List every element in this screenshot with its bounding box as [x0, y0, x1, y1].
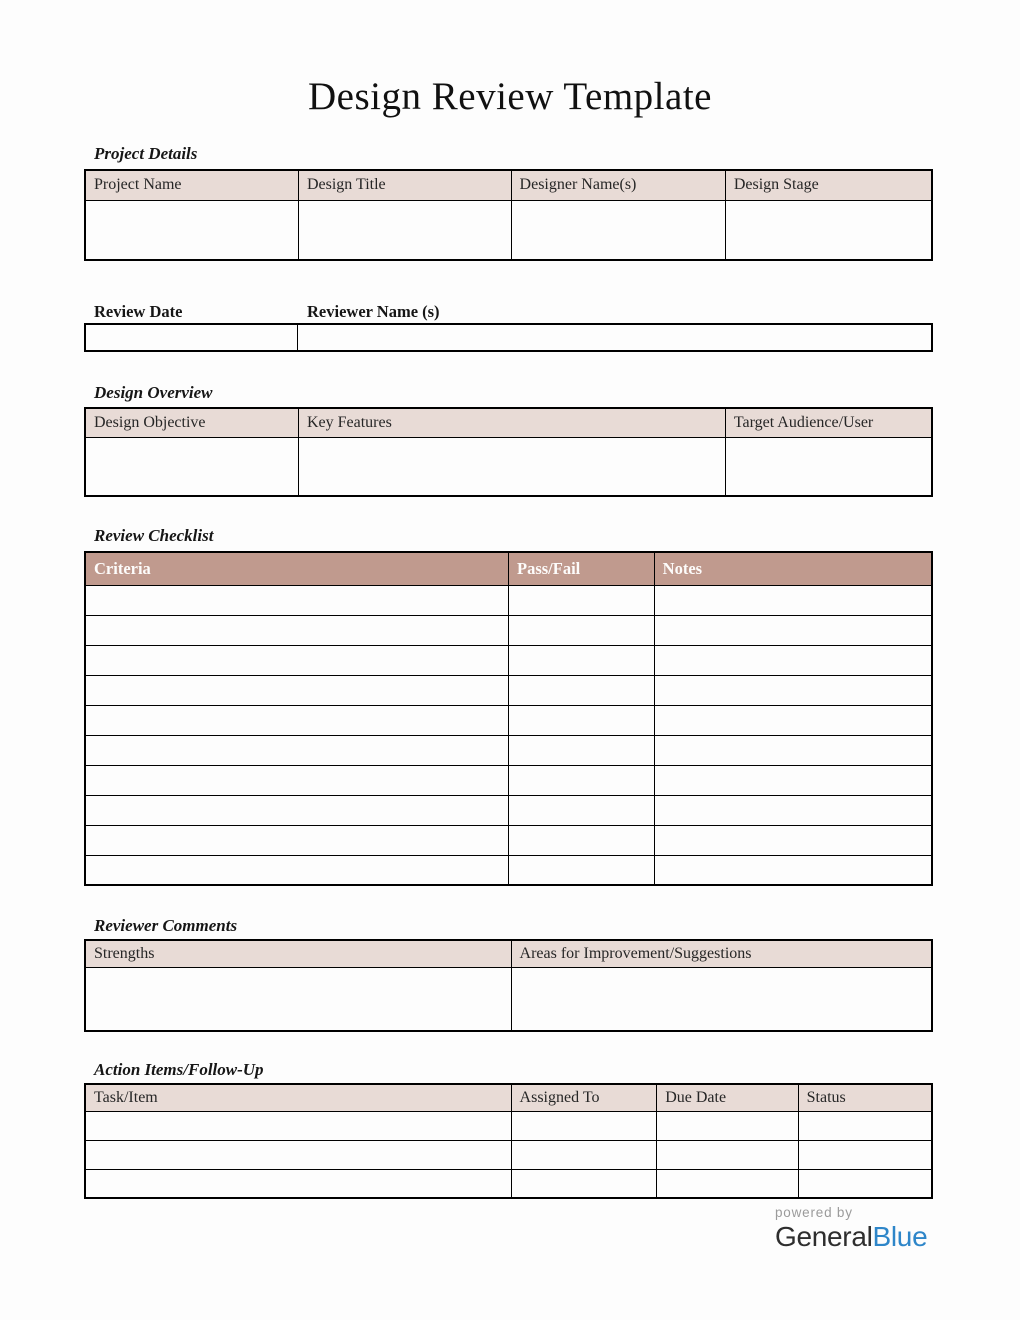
empty-cell[interactable]: [509, 765, 655, 795]
empty-row: [85, 705, 932, 735]
column-header-criteria: Criteria: [85, 552, 509, 585]
empty-row: [85, 765, 932, 795]
column-header-assigned-to: Assigned To: [511, 1084, 657, 1111]
design-title-cell[interactable]: [298, 200, 511, 260]
empty-cell[interactable]: [509, 585, 655, 615]
empty-cell[interactable]: [654, 765, 932, 795]
empty-cell[interactable]: [509, 615, 655, 645]
empty-cell[interactable]: [509, 855, 655, 885]
empty-cell[interactable]: [85, 1140, 511, 1169]
empty-row: [85, 795, 932, 825]
column-header-due-date: Due Date: [657, 1084, 798, 1111]
empty-cell[interactable]: [511, 1140, 657, 1169]
brand-blue-text: Blue: [872, 1220, 928, 1252]
empty-cell[interactable]: [654, 705, 932, 735]
section-heading-project-details: Project Details: [94, 144, 198, 163]
empty-cell[interactable]: [85, 855, 509, 885]
project-name-cell[interactable]: [85, 200, 298, 260]
review-checklist-header-row: [85, 552, 932, 585]
reviewer-name-cell[interactable]: [298, 324, 932, 351]
empty-cell[interactable]: [85, 765, 509, 795]
empty-row: [85, 645, 932, 675]
empty-cell[interactable]: [657, 1169, 798, 1198]
empty-cell[interactable]: [85, 795, 509, 825]
generalblue-logo: [775, 1220, 928, 1252]
project-details-entry-row: [85, 200, 932, 260]
action-items-header-row: [85, 1084, 932, 1111]
reviewer-comments-table: [84, 939, 933, 1032]
empty-cell[interactable]: [654, 825, 932, 855]
design-overview-entry-row: [85, 437, 932, 496]
column-header-strengths: Strengths: [85, 940, 511, 967]
design-stage-cell[interactable]: [725, 200, 932, 260]
empty-cell[interactable]: [85, 705, 509, 735]
empty-cell[interactable]: [509, 675, 655, 705]
key-features-cell[interactable]: [298, 437, 725, 496]
review-info-entry-row: [85, 324, 932, 351]
powered-by-text: powered by: [775, 1205, 853, 1220]
empty-cell[interactable]: [85, 645, 509, 675]
empty-row: [85, 1111, 932, 1140]
empty-cell[interactable]: [509, 825, 655, 855]
section-heading-action-items: Action Items/Follow-Up: [94, 1060, 264, 1079]
empty-cell[interactable]: [798, 1111, 932, 1140]
empty-cell[interactable]: [85, 1169, 511, 1198]
brand-footer: [775, 1206, 927, 1251]
empty-row: [85, 585, 932, 615]
column-header-notes: Notes: [654, 552, 932, 585]
empty-row: [85, 1169, 932, 1198]
column-header-status: Status: [798, 1084, 932, 1111]
document-title: Design Review Template: [308, 75, 712, 118]
column-header-task-item: Task/Item: [85, 1084, 511, 1111]
empty-row: [85, 675, 932, 705]
column-header-pass-fail: Pass/Fail: [509, 552, 655, 585]
review-info-table: [84, 323, 933, 352]
column-header-design-stage: Design Stage: [725, 170, 932, 200]
empty-cell[interactable]: [654, 855, 932, 885]
design-objective-cell[interactable]: [85, 437, 298, 496]
section-heading-design-overview: Design Overview: [94, 383, 213, 402]
column-header-key-features: Key Features: [298, 408, 725, 437]
empty-cell[interactable]: [509, 795, 655, 825]
action-items-table: [84, 1083, 933, 1199]
empty-cell[interactable]: [85, 585, 509, 615]
empty-cell[interactable]: [509, 705, 655, 735]
empty-cell[interactable]: [654, 585, 932, 615]
review-date-label: Review Date: [94, 302, 183, 321]
empty-cell[interactable]: [654, 795, 932, 825]
column-header-design-title: Design Title: [298, 170, 511, 200]
review-checklist-table: [84, 551, 933, 886]
brand-general-text: General: [775, 1220, 873, 1252]
design-overview-table: [84, 407, 933, 497]
column-header-improvements: Areas for Improvement/Suggestions: [511, 940, 932, 967]
reviewer-comments-entry-row: [85, 967, 932, 1031]
empty-cell[interactable]: [85, 735, 509, 765]
empty-cell[interactable]: [654, 735, 932, 765]
empty-row: [85, 735, 932, 765]
empty-cell[interactable]: [85, 615, 509, 645]
empty-row: [85, 825, 932, 855]
column-header-project-name: Project Name: [85, 170, 298, 200]
document-content: [84, 144, 933, 1251]
empty-row: [85, 615, 932, 645]
column-header-designer-names: Designer Name(s): [511, 170, 725, 200]
review-date-cell[interactable]: [85, 324, 298, 351]
empty-cell[interactable]: [509, 645, 655, 675]
review-info-labels: [84, 302, 933, 323]
empty-row: [85, 855, 932, 885]
empty-cell[interactable]: [654, 645, 932, 675]
section-heading-reviewer-comments: Reviewer Comments: [94, 916, 238, 935]
designer-names-cell[interactable]: [511, 200, 725, 260]
column-header-target-audience: Target Audience/User: [725, 408, 932, 437]
empty-cell[interactable]: [85, 825, 509, 855]
empty-cell[interactable]: [654, 675, 932, 705]
empty-cell[interactable]: [509, 735, 655, 765]
empty-cell[interactable]: [85, 675, 509, 705]
strengths-cell[interactable]: [85, 967, 511, 1031]
empty-cell[interactable]: [654, 615, 932, 645]
reviewer-comments-header-row: [85, 940, 932, 967]
empty-cell[interactable]: [85, 1111, 511, 1140]
target-audience-cell[interactable]: [725, 437, 932, 496]
empty-cell[interactable]: [657, 1140, 798, 1169]
project-details-table: [84, 169, 933, 261]
improvements-cell[interactable]: [511, 967, 932, 1031]
design-overview-header-row: [85, 408, 932, 437]
empty-cell[interactable]: [511, 1111, 657, 1140]
section-heading-review-checklist: Review Checklist: [94, 526, 214, 545]
column-header-design-objective: Design Objective: [85, 408, 298, 437]
reviewer-name-label: Reviewer Name (s): [307, 302, 440, 321]
empty-cell[interactable]: [657, 1111, 798, 1140]
empty-cell[interactable]: [798, 1140, 932, 1169]
empty-cell[interactable]: [798, 1169, 932, 1198]
empty-row: [85, 1140, 932, 1169]
project-details-header-row: [85, 170, 932, 200]
empty-cell[interactable]: [511, 1169, 657, 1198]
